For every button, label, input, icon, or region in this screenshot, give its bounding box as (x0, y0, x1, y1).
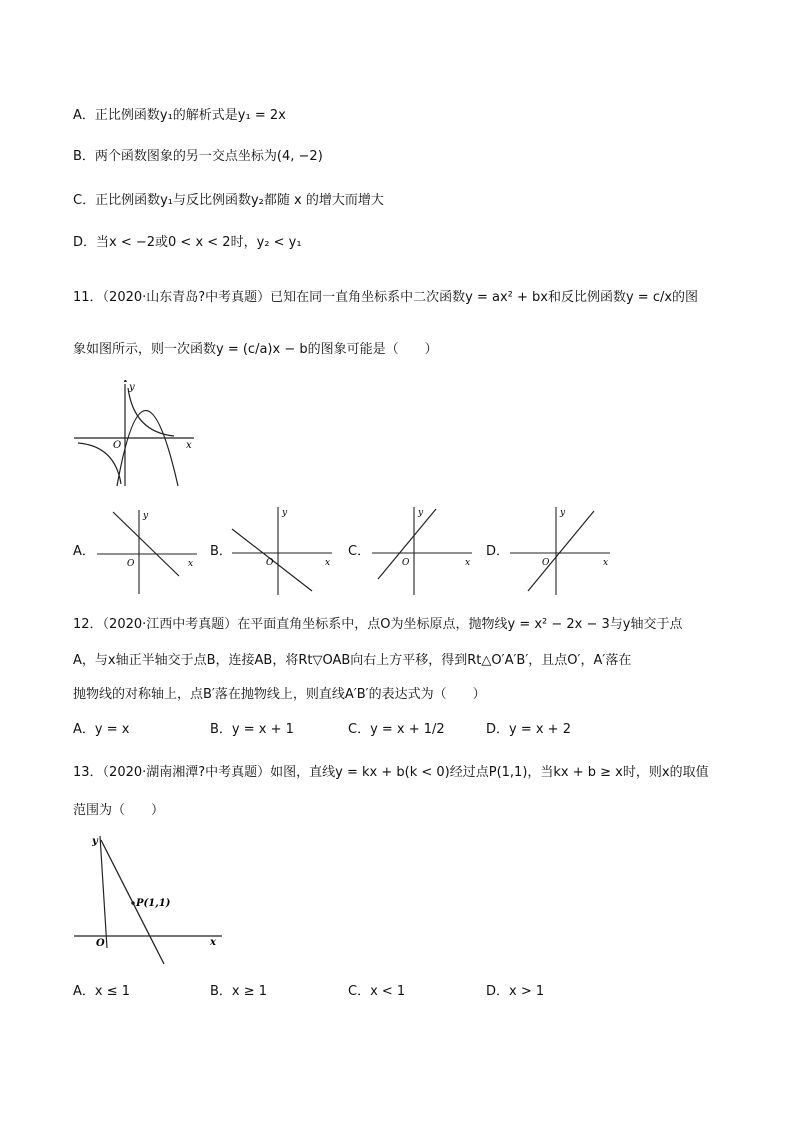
origin-label: O (113, 440, 122, 451)
q11-text-line2: 象如图所示，则一次函数y = (c/a)x − b的图象可能是（ ） (73, 342, 438, 357)
x-label: x (188, 559, 194, 569)
x-label: x (465, 558, 471, 568)
line-graph (378, 509, 436, 579)
q12-text-line2: A，与x轴正半轴交于点B，连接AB，将Rt▽OAB向右上方平移，得到Rt△O′A′B′，且点O′，A′落在 (73, 653, 632, 668)
x-label: x (210, 937, 216, 948)
q13-option-b: B．x ≥ 1 (210, 984, 268, 999)
parabola (117, 411, 178, 487)
q10-option-a: A．正比例函数y₁的解析式是y₁ = 2x (73, 108, 286, 123)
y-label: y (143, 511, 149, 521)
y-label: y (282, 508, 288, 518)
q11-option-a-graph (93, 508, 203, 596)
x-label: x (325, 558, 331, 568)
q11-option-c-letter: C． (348, 544, 371, 559)
point-p-label: P(1,1) (136, 898, 171, 909)
q12-option-a: A．y = x (73, 722, 130, 737)
q11-option-a-letter: A． (73, 544, 95, 559)
point-p (131, 901, 135, 905)
q12-option-c: C．y = x + 1/2 (348, 722, 445, 737)
q11-option-b-letter: B． (210, 544, 232, 559)
q11-option-d-graph (506, 505, 616, 597)
q12-option-b: B．y = x + 1 (210, 722, 294, 737)
y-arrow (124, 380, 127, 382)
y-label: y (92, 836, 98, 847)
origin-label: O (266, 558, 274, 568)
q13-text-line1: 13．（2020·湖南湘潭?中考真题）如图，直线y = kx + b(k < 0)经过点P(1,1)，当kx + b ≥ x时，则x的取值 (73, 765, 709, 780)
q11-option-c-graph (368, 505, 478, 597)
origin-label: O (542, 558, 550, 568)
q13-option-c: C．x < 1 (348, 984, 406, 999)
line-graph (528, 511, 594, 591)
q11-text-line1: 11．（2020·山东青岛?中考真题）已知在同一直角坐标系中二次函数y = ax² + bx和反比例函数y = c/x的图 (73, 290, 699, 305)
q11-option-b-graph (228, 505, 338, 597)
line-graph (113, 512, 179, 576)
q11-main-graph (70, 380, 200, 490)
origin-label: O (127, 559, 135, 569)
x-label: x (603, 558, 609, 568)
q12-option-d: D．y = x + 2 (486, 722, 571, 737)
y-label: y (560, 508, 566, 518)
y-axis (100, 836, 107, 948)
origin-label: O (402, 558, 410, 568)
q11-option-d-letter: D． (486, 544, 510, 559)
x-label: x (186, 440, 192, 451)
y-label: y (418, 508, 424, 518)
origin-label: O (96, 938, 105, 949)
q12-text-line1: 12．（2020·江西中考真题）在平面直角坐标系中，点O为坐标原点，抛物线y = x² − 2x − 3与y轴交于点 (73, 617, 683, 632)
q10-option-c: C．正比例函数y₁与反比例函数y₂都随 x 的增大而增大 (73, 193, 384, 208)
q10-option-d: D．当x < −2或0 < x < 2时，y₂ < y₁ (73, 235, 302, 250)
y-label: y (129, 382, 135, 393)
q12-text-line3: 抛物线的对称轴上，点B′落在抛物线上，则直线A′B′的表达式为（ ） (73, 687, 486, 702)
q13-option-a: A．x ≤ 1 (73, 984, 131, 999)
q13-text-line2: 范围为（ ） (73, 803, 165, 818)
q13-option-d: D．x > 1 (486, 984, 545, 999)
q13-graph (70, 830, 230, 970)
q10-option-b: B．两个函数图象的另一交点坐标为(4, −2) (73, 149, 323, 164)
